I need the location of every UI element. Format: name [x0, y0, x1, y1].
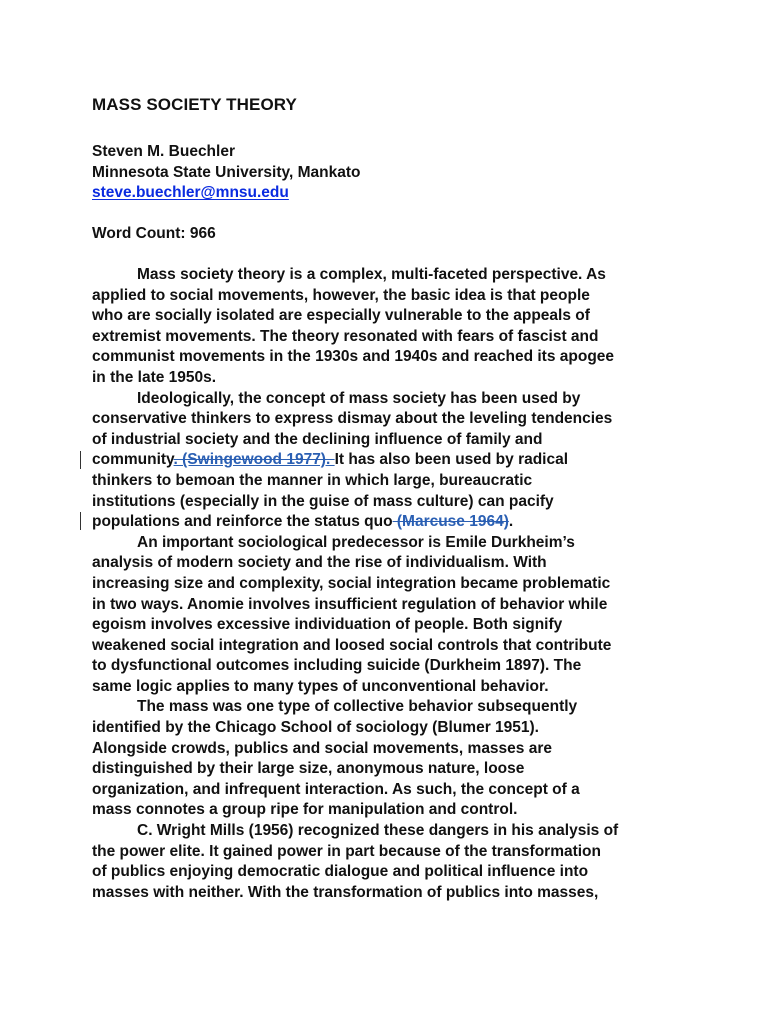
paragraph-line: increasing size and complexity, social integration became problematic: [92, 574, 611, 592]
document-body: [92, 265, 692, 903]
author-block: [92, 142, 360, 204]
paragraph-line: The mass was one type of collective behavior subsequently: [137, 698, 578, 716]
paragraph-line: An important sociological predecessor is Emile Durkheim’s: [137, 533, 575, 551]
paragraph-line: in two ways. Anomie involves insufficient regulation of behavior while: [92, 595, 608, 613]
text-run: populations and reinforce the status quo: [92, 513, 393, 531]
word-count: Word Count: 966: [92, 225, 216, 242]
paragraph-line: applied to social movements, however, the basic idea is that people: [92, 286, 590, 304]
text-run: community: [92, 451, 174, 469]
change-bar-marker: [80, 512, 81, 530]
author-name: Steven M. Buechler: [92, 143, 235, 160]
paragraph-line: the power elite. It gained power in part because of the transformation: [92, 842, 601, 860]
paragraph-line: mass connotes a group ripe for manipulation and control.: [92, 801, 518, 819]
paragraph-line: identified by the Chicago School of sociology (Blumer 1951).: [92, 719, 539, 737]
paragraph-line: of publics enjoying democratic dialogue and political influence into: [92, 863, 589, 881]
paragraph-line: organization, and infrequent interaction. As such, the concept of a: [92, 780, 580, 798]
paragraph-line: weakened social integration and loosed social controls that contribute: [92, 636, 612, 654]
paragraph-line: communist movements in the 1930s and 1940s and reached its apogee: [92, 348, 615, 366]
paragraph-line: C. Wright Mills (1956) recognized these dangers in his analysis of: [137, 822, 619, 840]
author-affiliation: Minnesota State University, Mankato: [92, 163, 361, 181]
author-email-link[interactable]: steve.buechler@mnsu.edu: [92, 184, 289, 202]
text-run: It has also been used by radical: [334, 451, 569, 469]
paragraph-line: masses with neither. With the transformation of publics into masses,: [92, 883, 599, 901]
paragraph-line: Mass society theory is a complex, multi-faceted perspective. As: [137, 266, 606, 283]
document-title: MASS SOCIETY THEORY: [92, 95, 297, 114]
paragraph-line: thinkers to bemoan the manner in which large, bureaucratic: [92, 471, 533, 489]
paragraph-line: Ideologically, the concept of mass society has been used by: [137, 389, 581, 407]
paragraph-line: institutions (especially in the guise of mass culture) can pacify: [92, 492, 554, 510]
paragraph-line: to dysfunctional outcomes including suicide (Durkheim 1897). The: [92, 657, 582, 675]
tracked-deletion: (Marcuse 1964): [392, 513, 509, 531]
paragraph-line: distinguished by their large size, anonymous nature, loose: [92, 760, 525, 778]
paragraph-line: [92, 450, 692, 471]
paragraph-line: in the late 1950s.: [92, 368, 217, 386]
text-run: .: [508, 513, 514, 531]
paragraph-line: conservative thinkers to express dismay about the leveling tendencies: [92, 410, 613, 428]
paragraph-line: of industrial society and the declining influence of family and: [92, 430, 543, 448]
paragraph-line: who are socially isolated are especially vulnerable to the appeals of: [92, 307, 590, 325]
paragraph-line: extremist movements. The theory resonated with fears of fascist and: [92, 327, 599, 345]
change-bar-marker: [80, 451, 81, 469]
tracked-deletion: . (Swingewood 1977).: [173, 451, 335, 469]
paragraph-line: egoism involves excessive individuation of people. Both signify: [92, 616, 563, 634]
paragraph-line: [92, 512, 692, 533]
paragraph-line: Alongside crowds, publics and social movements, masses are: [92, 739, 552, 757]
paragraph-line: analysis of modern society and the rise of individualism. With: [92, 554, 547, 572]
paragraph-line: same logic applies to many types of unconventional behavior.: [92, 677, 549, 695]
